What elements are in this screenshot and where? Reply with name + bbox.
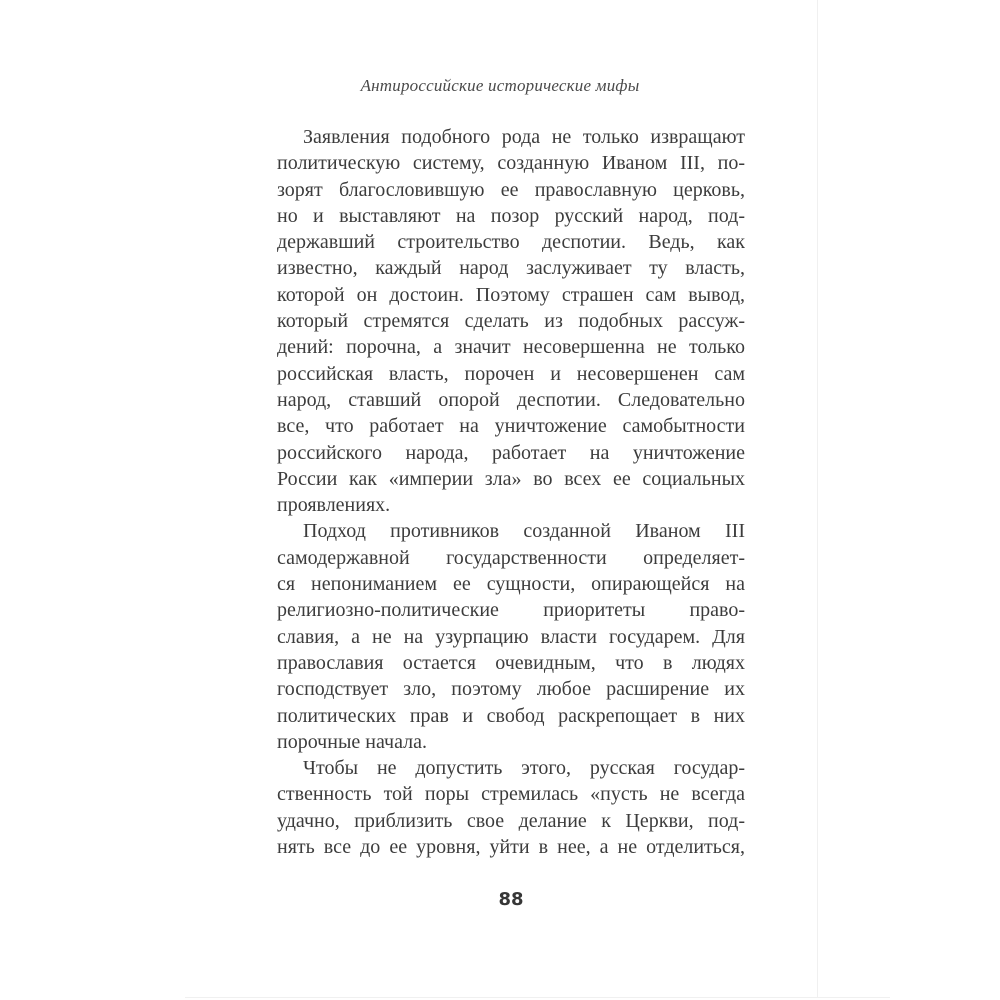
text-line: проявлениях. bbox=[277, 494, 391, 517]
text-line: известно, каждый народ заслуживает ту власть, bbox=[277, 257, 745, 280]
text-line: все, что работает на уничтожение самобытности bbox=[277, 415, 745, 438]
text-line: Подход противников созданной Иваном III bbox=[303, 520, 745, 543]
text-line: но и выставляют на позор русский народ, под- bbox=[277, 204, 745, 227]
text-line: России как «империи зла» во всех ее социальных bbox=[277, 467, 745, 490]
page-edge-horizontal-line bbox=[185, 997, 890, 998]
paragraph bbox=[277, 124, 745, 518]
body-text bbox=[277, 124, 745, 860]
text-line: дений: порочна, а значит несовершенна не только bbox=[277, 336, 745, 359]
text-line: православия остается очевидным, что в людях bbox=[277, 651, 745, 674]
text-line: ся непониманием ее сущности, опирающейся на bbox=[277, 573, 745, 596]
running-header: Антироссийские исторические мифы bbox=[360, 76, 640, 95]
text-line: религиозно-политические приоритеты право- bbox=[277, 599, 745, 622]
text-line: Заявления подобного рода не только извращают bbox=[303, 126, 745, 148]
text-line: нять все до ее уровня, уйти в нее, а не отделиться, bbox=[277, 836, 745, 859]
text-line: которой он достоин. Поэтому страшен сам вывод, bbox=[277, 283, 745, 306]
text-line: политических прав и свобод раскрепощает в них bbox=[277, 704, 745, 727]
text-line: зорят благословившую ее православную церковь, bbox=[277, 178, 745, 201]
text-line: российская власть, порочен и несовершенен сам bbox=[277, 362, 745, 385]
page-edge-vertical-line bbox=[817, 0, 818, 997]
text-line: державший строительство деспотии. Ведь, как bbox=[277, 231, 745, 254]
text-line: господствует зло, поэтому любое расширение их bbox=[277, 678, 745, 701]
page-number: 88 bbox=[498, 889, 524, 910]
text-line: славия, а не на узурпацию власти государем. Для bbox=[277, 625, 745, 648]
paragraph bbox=[277, 755, 745, 860]
text-line: самодержавной государственности определяет- bbox=[277, 546, 745, 569]
paragraph bbox=[277, 518, 745, 755]
text-line: народ, ставший опорой деспотии. Следовательно bbox=[277, 388, 745, 411]
text-line: политическую систему, созданную Иваном III, по- bbox=[277, 152, 745, 175]
text-line: который стремятся сделать из подобных рассуж- bbox=[277, 310, 745, 333]
text-line: удачно, приблизить свое делание к Церкви, под- bbox=[277, 809, 745, 832]
text-line: порочные начала. bbox=[277, 730, 428, 753]
text-line: ственность той поры стремилась «пусть не всегда bbox=[277, 783, 745, 806]
text-line: Чтобы не допустить этого, русская государ- bbox=[303, 757, 745, 780]
text-line: российского народа, работает на уничтожение bbox=[277, 441, 745, 464]
